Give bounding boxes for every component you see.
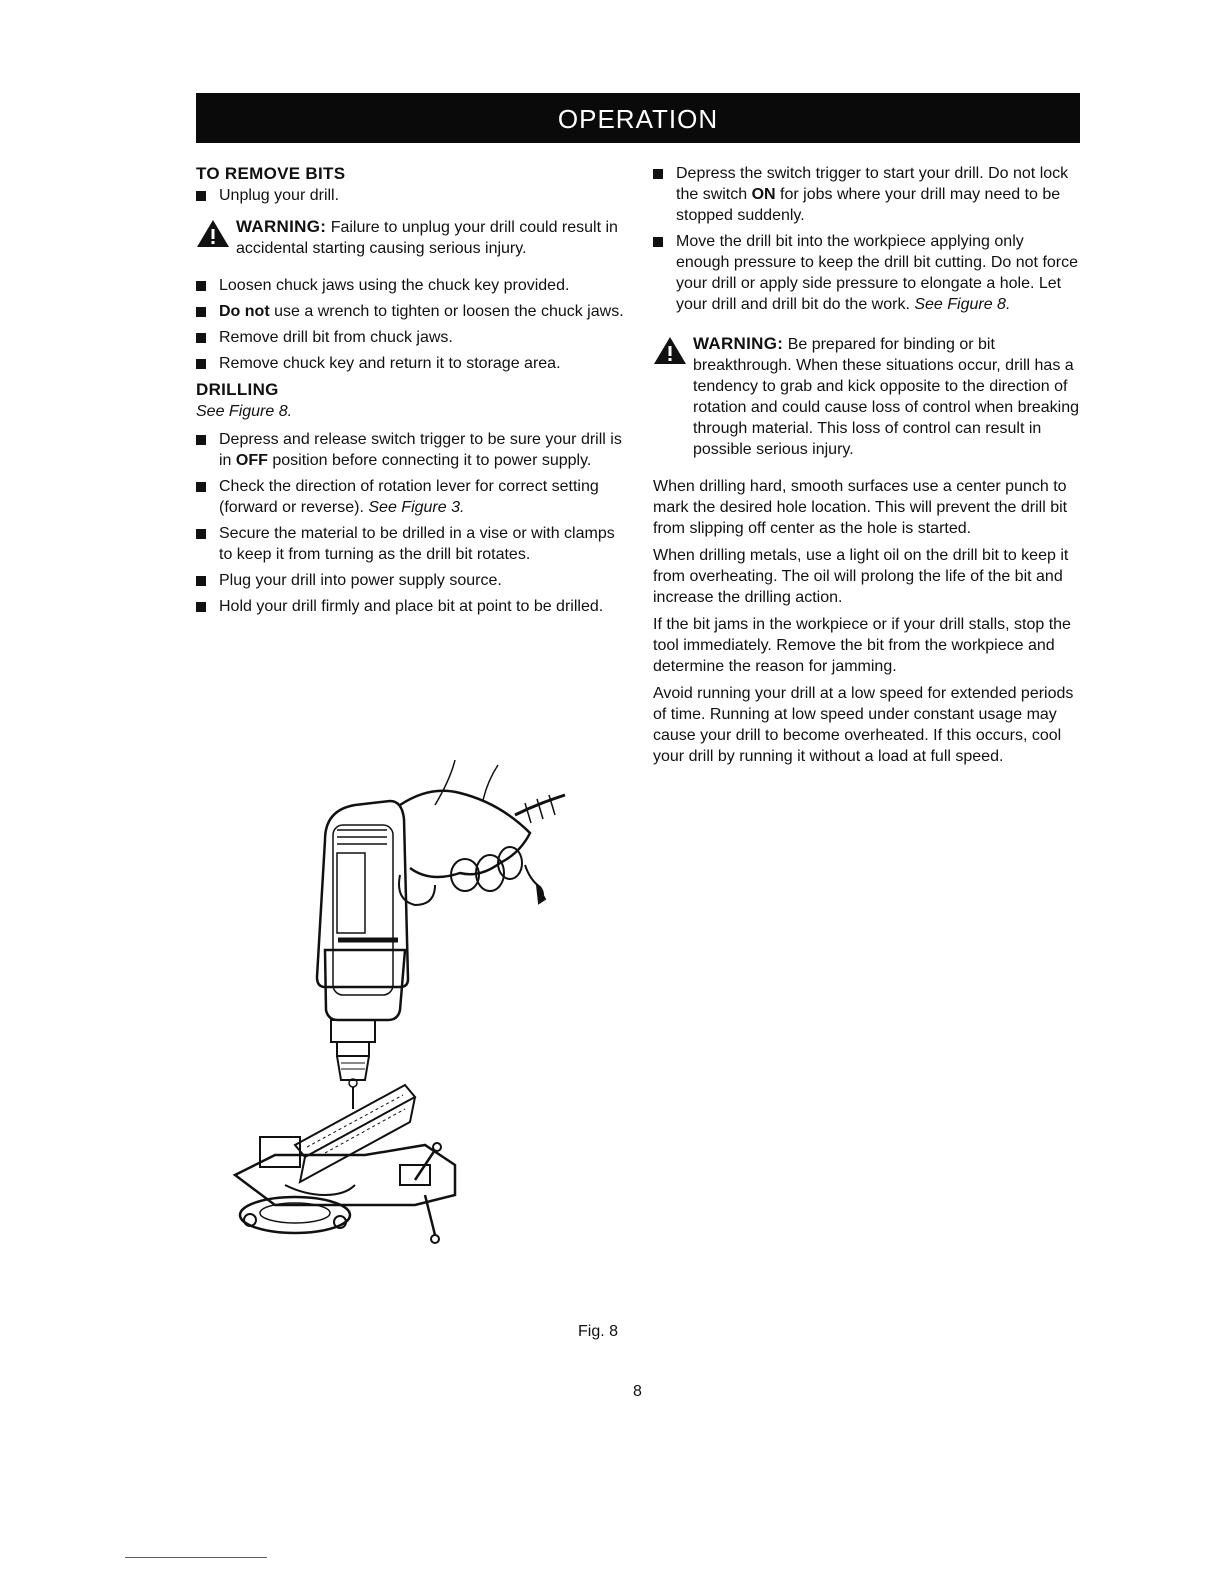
paragraph: Avoid running your drill at a low speed for extended periods of time. Running at low speed under constant usage may cause your drill to become overheated. If this occurs, cool your drill by running it without a load at full speed. <box>653 685 1074 765</box>
item-text: Check the direction of rotation lever for correct setting (forward or reverse). <box>219 478 599 516</box>
figure-ref: See Figure 3. <box>368 499 465 516</box>
bold-text: ON <box>751 186 776 203</box>
paragraph: When drilling metals, use a light oil on the drill bit to keep it from overheating. The oil will prolong the life of the bit and increase the drilling action. <box>653 547 1069 606</box>
footer-rule <box>125 1557 267 1558</box>
remove-bits-heading: TO REMOVE BITS <box>196 164 346 183</box>
remove-bits-list-1 <box>196 185 626 206</box>
item-text: for jobs where your drill may need to be stopped suddenly. <box>676 186 1061 224</box>
list-item: Remove chuck key and return it to storage area. <box>196 353 626 374</box>
bold-text: OFF <box>235 452 268 469</box>
warning-triangle-icon <box>653 335 687 365</box>
drill-vise-illustration <box>225 745 585 1255</box>
list-item <box>653 163 1081 226</box>
right-column <box>653 163 1081 773</box>
list-item <box>196 429 626 471</box>
unplug-warning <box>196 216 626 259</box>
page-number: 8 <box>633 1383 642 1400</box>
item-text: position before connecting it to power supply. <box>267 452 592 469</box>
warning-label: WARNING: <box>693 334 784 353</box>
drilling-heading: DRILLING <box>196 380 279 399</box>
warning-text: Failure to unplug your drill could result in accidental starting causing serious injury. <box>236 219 618 257</box>
warning-text: Be prepared for binding or bit breakthrough. When these situations occur, drill has a tendency to grab and kick opposite to the direction of rotation and could cause loss of control when breaking through material. This loss of control can result in possible serious injury. <box>693 336 1080 458</box>
list-item: Remove drill bit from chuck jaws. <box>196 327 626 348</box>
binding-warning <box>653 333 1081 460</box>
item-text: use a wrench to tighten or loosen the chuck jaws. <box>269 303 624 320</box>
see-figure-ref: See Figure 8. <box>196 403 293 420</box>
item-text: Depress the switch trigger to start your drill. Do not lock the switch <box>676 165 1069 203</box>
list-item <box>196 301 626 322</box>
list-item: Hold your drill firmly and place bit at point to be drilled. <box>196 596 626 617</box>
left-column <box>196 163 626 622</box>
figure-ref: See Figure 8. <box>914 296 1011 313</box>
item-text: Depress and release switch trigger to be sure your drill is in <box>219 431 622 469</box>
list-item: Loosen chuck jaws using the chuck key provided. <box>196 275 626 296</box>
drilling-list <box>196 429 626 617</box>
paragraph: When drilling hard, smooth surfaces use a center punch to mark the desired hole location. This will prevent the drill bit from slipping off center as the hole is started. <box>653 478 1068 537</box>
list-item <box>196 476 626 518</box>
figure-caption: Fig. 8 <box>578 1323 619 1340</box>
list-item: Plug your drill into power supply source. <box>196 570 626 591</box>
warning-triangle-icon <box>196 218 230 248</box>
list-item: Unplug your drill. <box>196 185 626 206</box>
item-text: Move the drill bit into the workpiece applying only enough pressure to keep the drill bit cutting. Do not force your drill or apply side pressure to elongate a hole. Let your drill and drill bit do the work. <box>676 233 1079 313</box>
bold-text: Do not <box>219 303 270 320</box>
right-list <box>653 163 1081 315</box>
warning-label: WARNING: <box>236 217 327 236</box>
list-item: Secure the material to be drilled in a vise or with clamps to keep it from turning as the drill bit rotates. <box>196 523 626 565</box>
paragraph: If the bit jams in the workpiece or if your drill stalls, stop the tool immediately. Remove the bit from the workpiece and determine the reason for jamming. <box>653 616 1071 675</box>
list-item <box>653 231 1081 315</box>
section-header: OPERATION <box>196 93 1080 143</box>
remove-bits-list-2 <box>196 275 626 374</box>
